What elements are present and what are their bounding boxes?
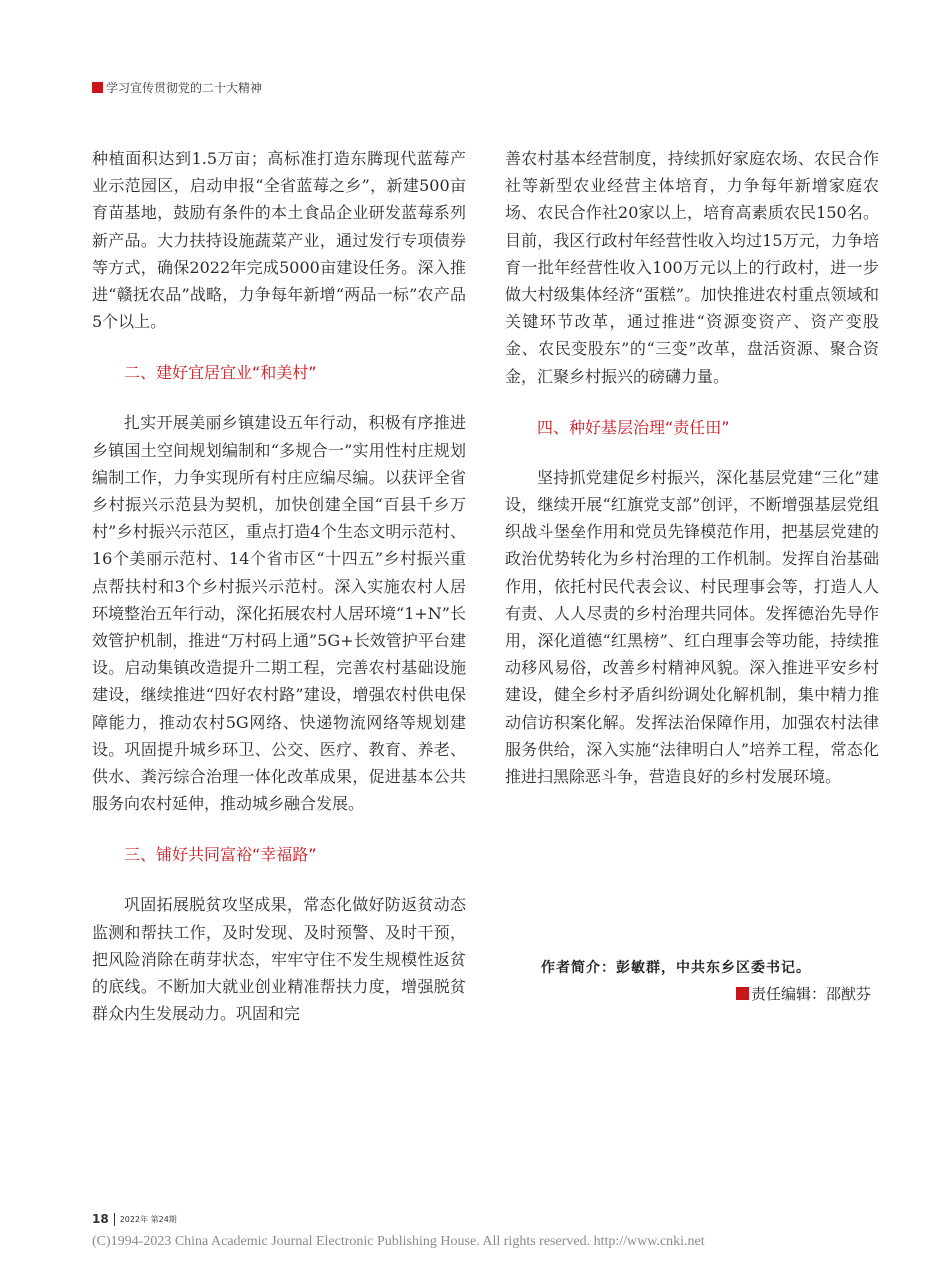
- section-3-heading: 三、铺好共同富裕“幸福路”: [124, 845, 317, 865]
- red-square-icon: [736, 987, 749, 1000]
- left-continued-paragraph: 种植面积达到1.5万亩；高标准打造东腾现代蓝莓产业示范园区，启动申报“全省蓝莓之乡”，新建500亩育苗基地，鼓励有条件的本土食品企业研发蓝莓系列新产品。大力扶持设施蔬菜产业，通过发行专项债券等方式，确保2022年完成5000亩建设任务。深入推进“赣抚农品”战略，力争每年新增“两品一标”农产品5个以上。: [92, 149, 466, 332]
- author-note: 作者简介：彭敏群，中共东乡区委书记。: [541, 960, 811, 976]
- right-continued-paragraph: 善农村基本经营制度，持续抓好家庭农场、农民合作社等新型农业经营主体培育，力争每年新增家庭农场、农民合作社20家以上，培育高素质农民150名。目前，我区行政村年经营性收入均过15万元，力争培育一批年经营性收入100万元以上的行政村，进一步做大村级集体经济“蛋糕”。加快推进农村重点领域和关键环节改革，通过推进“资源变资产、资产变股金、农民变股东”的“三变”改革，盘活资源、聚合资金，汇聚乡村振兴的磅礴力量。: [505, 149, 879, 386]
- editor-note: [736, 983, 871, 1004]
- red-square-icon: [92, 82, 103, 93]
- page-folio: [92, 1212, 177, 1226]
- issue-label: 2022年 第24期: [119, 1214, 177, 1224]
- folio-divider: [114, 1213, 115, 1226]
- section-4-heading: 四、种好基层治理“责任田”: [537, 417, 730, 437]
- section-4-body: 坚持抓党建促乡村振兴，深化基层党建“三化”建设，继续开展“红旗党支部”创评，不断增强基层党组织战斗堡垒作用和党员先锋模范作用，把基层党建的政治优势转化为乡村治理的工作机制。发挥自治基础作用，依托村民代表会议、村民理事会等，打造人人有责、人人尽责的乡村治理共同体。发挥德治先导作用，深化道德“红黑榜”、红白理事会等功能，持续推动移风易俗，改善乡村精神风貌。深入推进平安乡村建设，健全乡村矛盾纠纷调处化解机制，集中精力推动信访积案化解。发挥法治保障作用，加强农村法律服务供给，深入实施“法律明白人”培养工程，常态化推进扫黑除恶斗争，营造良好的乡村发展环境。: [505, 467, 879, 787]
- left-column: [92, 145, 466, 1027]
- editor-note-text: 责任编辑：邵猷芬: [750, 985, 871, 1003]
- running-header: [92, 79, 262, 96]
- section-2-heading: 二、建好宜居宜业“和美村”: [124, 363, 317, 383]
- header-section-title: 学习宣传贯彻党的二十大精神: [106, 81, 263, 95]
- section-2-body: 扎实开展美丽乡镇建设五年行动，积极有序推进乡镇国土空间规划编制和“多规合一”实用性村庄规划编制工作，力争实现所有村庄应编尽编。以获评全省乡村振兴示范县为契机，加快创建全国“百县千乡万村”乡村振兴示范区，重点打造4个生态文明示范村、16个美丽示范村、14个省市区“十四五”乡村振兴重点帮扶村和3个乡村振兴示范村。深入实施农村人居环境整治五年行动，深化拓展农村人居环境“1+N”长效管护机制，推进“万村码上通”5G+长效管护平台建设。启动集镇改造提升二期工程，完善农村基础设施建设，继续推进“四好农村路”建设，增强农村供电保障能力，推动农村5G网络、快递物流网络等规划建设。巩固提升城乡环卫、公交、医疗、教育、养老、供水、粪污综合治理一体化改革成果，促进基本公共服务向农村延伸，推动城乡融合发展。: [92, 413, 466, 814]
- page-number: 18: [92, 1212, 109, 1226]
- right-column: [505, 145, 879, 790]
- section-3-body: 巩固拓展脱贫攻坚成果，常态化做好防返贫动态监测和帮扶工作，及时发现、及时预警、及时干预，把风险消除在萌芽状态，牢牢守住不发生规模性返贫的底线。不断加大就业创业精准帮扶力度，增强脱贫群众内生发展动力。巩固和完: [92, 895, 466, 1024]
- copyright-line: (C)1994-2023 China Academic Journal Electronic Publishing House. All rights reserved. http://www.cnki.net: [92, 1234, 705, 1249]
